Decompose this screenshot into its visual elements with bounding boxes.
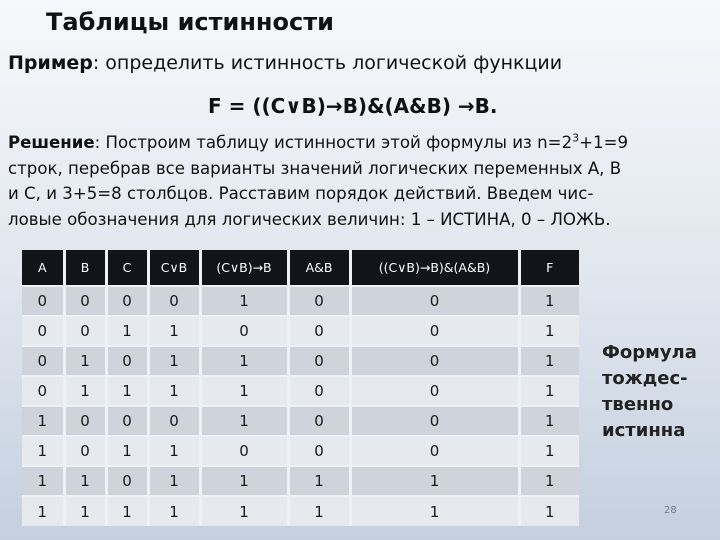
column-header-b: B [64, 250, 106, 286]
table-cell: 1 [148, 346, 200, 376]
note-line-4: истинна [602, 420, 686, 441]
page-number: 28 [664, 505, 677, 516]
table-cell: 0 [350, 286, 519, 316]
table-cell: 0 [288, 376, 350, 406]
table-cell: 1 [200, 376, 288, 406]
table-cell: 0 [148, 406, 200, 436]
table-cell: 1 [519, 436, 579, 466]
column-header-a: A [22, 250, 64, 286]
table-row [22, 286, 579, 316]
table-cell: 1 [22, 496, 64, 526]
table-cell: 1 [200, 286, 288, 316]
table-cell: 1 [350, 466, 519, 496]
table-cell: 0 [64, 316, 106, 346]
table-cell: 1 [288, 466, 350, 496]
table-cell: 1 [288, 496, 350, 526]
table-cell: 1 [200, 466, 288, 496]
table-cell: 1 [519, 286, 579, 316]
table-cell: 0 [350, 316, 519, 346]
table-cell: 1 [200, 496, 288, 526]
table-cell: 1 [64, 376, 106, 406]
table-cell: 1 [519, 466, 579, 496]
table-cell: 1 [519, 406, 579, 436]
table-cell: 1 [106, 316, 148, 346]
column-header-c-or-b: C∨B [148, 250, 200, 286]
table-cell: 0 [22, 286, 64, 316]
table-row [22, 496, 579, 526]
column-header-implication: (C∨B)→B [200, 250, 288, 286]
table-row [22, 436, 579, 466]
table-cell: 1 [350, 496, 519, 526]
table-cell: 0 [106, 466, 148, 496]
table-cell: 1 [148, 436, 200, 466]
table-cell: 0 [350, 406, 519, 436]
table-cell: 0 [288, 406, 350, 436]
table-cell: 1 [148, 466, 200, 496]
table-cell: 1 [148, 316, 200, 346]
table-cell: 1 [106, 496, 148, 526]
table-cell: 0 [200, 316, 288, 346]
table-cell: 0 [288, 286, 350, 316]
solution-label: Решение [8, 133, 95, 152]
note-line-2: тождес- [602, 368, 688, 389]
solution-exponent: 3 [572, 131, 580, 145]
formula: F = ((C∨B)→B)&(A&B) →B. [208, 94, 498, 118]
solution-line-4: ловые обозначения для логических величин: 1 – ИСТИНА, 0 – ЛОЖЬ. [8, 209, 611, 229]
example-label: Пример [8, 52, 93, 74]
table-cell: 1 [519, 376, 579, 406]
table-row [22, 376, 579, 406]
table-cell: 1 [519, 316, 579, 346]
example-statement [8, 52, 562, 74]
column-header-a-and-b: A&B [288, 250, 350, 286]
column-header-c: C [106, 250, 148, 286]
table-cell: 0 [106, 346, 148, 376]
table-cell: 1 [106, 376, 148, 406]
table-cell: 0 [64, 436, 106, 466]
table-cell: 1 [22, 406, 64, 436]
table-cell: 0 [288, 316, 350, 346]
table-cell: 0 [148, 286, 200, 316]
table-cell: 0 [350, 436, 519, 466]
table-cell: 1 [22, 436, 64, 466]
table-row [22, 406, 579, 436]
table-row [22, 466, 579, 496]
table-cell: 1 [519, 346, 579, 376]
table-cell: 0 [64, 286, 106, 316]
slide-title: Таблицы истинности [46, 8, 334, 36]
table-cell: 1 [22, 466, 64, 496]
table-cell: 0 [350, 346, 519, 376]
solution-line-1-text: : Построим таблицу истинности этой формулы из n=2 [94, 133, 573, 152]
table-cell: 1 [200, 406, 288, 436]
table-row [22, 316, 579, 346]
table-cell: 0 [22, 346, 64, 376]
table-cell: 1 [64, 346, 106, 376]
note-line-1: Формула [602, 342, 697, 363]
conclusion-note [602, 340, 697, 444]
table-cell: 1 [200, 346, 288, 376]
column-header-conjunction: ((C∨B)→B)&(A&B) [350, 250, 519, 286]
solution-line-2: строк, перебрав все варианты значений логических переменных А, В [8, 158, 622, 178]
example-text: : определить истинность логической функции [92, 52, 563, 74]
table-cell: 0 [288, 436, 350, 466]
table-cell: 0 [288, 346, 350, 376]
table-body [22, 286, 579, 526]
table-header-row [22, 250, 579, 286]
table-row [22, 346, 579, 376]
solution-line-1 [8, 130, 714, 156]
truth-table [22, 250, 579, 526]
table-cell: 1 [106, 436, 148, 466]
table-cell: 0 [64, 406, 106, 436]
table-cell: 1 [148, 496, 200, 526]
table-cell: 1 [519, 496, 579, 526]
table-cell: 0 [22, 316, 64, 346]
solution-line-3: и С, и 3+5=8 столбцов. Расставим порядок действий. Введем чис- [8, 184, 594, 203]
table-cell: 0 [200, 436, 288, 466]
table-cell: 1 [64, 466, 106, 496]
table-cell: 0 [106, 406, 148, 436]
table-cell: 0 [106, 286, 148, 316]
solution-line-1-tail: +1=9 [579, 133, 629, 152]
table-cell: 1 [148, 376, 200, 406]
note-line-3: твенно [602, 394, 674, 415]
column-header-f: F [519, 250, 579, 286]
table-cell: 0 [22, 376, 64, 406]
table-cell: 1 [64, 496, 106, 526]
table-cell: 0 [350, 376, 519, 406]
solution-paragraph [8, 130, 714, 232]
